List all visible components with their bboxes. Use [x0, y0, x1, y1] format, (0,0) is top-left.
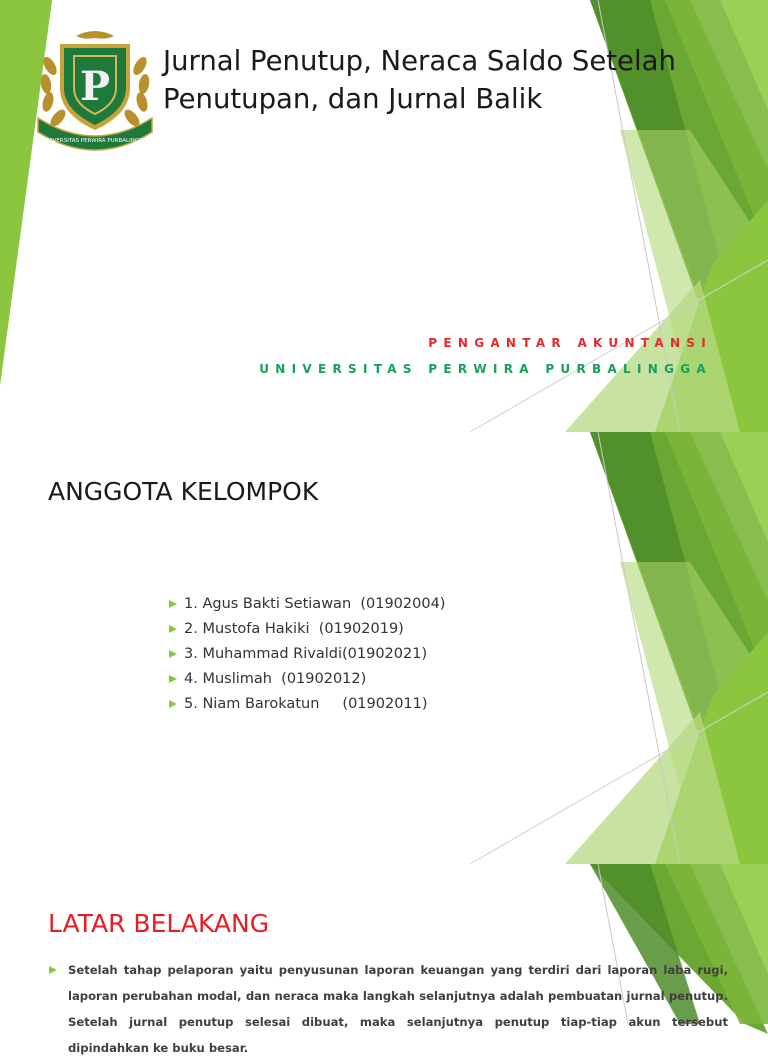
list-item: 1. Agus Bakti Setiawan (01902004) — [168, 592, 445, 617]
page-title: Jurnal Penutup, Neraca Saldo Setelah Penutupan, dan Jurnal Balik — [163, 45, 676, 115]
triangle-bullet-icon — [169, 650, 177, 658]
triangle-bullet-icon — [169, 700, 177, 708]
course-subtitle: PENGANTAR AKUNTANSI — [428, 336, 712, 350]
list-item: 3. Muhammad Rivaldi(01902021) — [168, 642, 445, 667]
svg-text:UNIVERSITAS PERWIRA PURBALINGG: UNIVERSITAS PERWIRA PURBALINGGA — [42, 138, 148, 144]
svg-text:P: P — [79, 63, 111, 110]
slide-members — [0, 432, 768, 864]
list-item: 4. Muslimah (01902012) — [168, 667, 445, 692]
triangle-bullet-icon — [169, 600, 177, 608]
university-subtitle: UNIVERSITAS PERWIRA PURBALINGGA — [259, 362, 712, 376]
list-item: 5. Niam Barokatun (01902011) — [168, 692, 445, 717]
slide-title — [0, 0, 768, 432]
members-heading: ANGGOTA KELOMPOK — [48, 477, 319, 506]
background-paragraph — [48, 957, 728, 1061]
triangle-bullet-icon — [169, 675, 177, 683]
triangle-bullet-icon — [49, 966, 57, 974]
slide-background — [0, 864, 768, 1055]
paragraph-text: Setelah tahap pelaporan yaitu penyusunan laporan keuangan yang terdiri dari laporan laba rugi, laporan perubahan modal, dan neraca maka langkah selanjutnya adalah pembuatan jurnal penutup. Setelah jurnal penutup selesai dibuat, maka selanjutnya penutup tiap-tiap akun tersebut dipindahkan ke buku besar. — [68, 963, 728, 1055]
background-heading: LATAR BELAKANG — [48, 909, 270, 938]
triangle-bullet-icon — [169, 625, 177, 633]
members-list — [168, 592, 445, 717]
list-item: 2. Mustofa Hakiki (01902019) — [168, 617, 445, 642]
university-crest-icon — [36, 26, 154, 154]
